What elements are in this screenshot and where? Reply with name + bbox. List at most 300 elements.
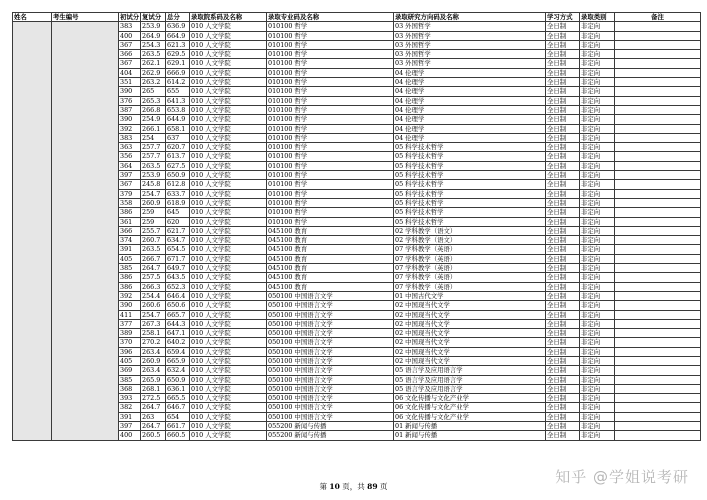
initial-score-cell: 366 (119, 50, 141, 59)
major-cell: 050100 中国语言文学 (267, 329, 394, 338)
major-cell: 010100 哲学 (267, 189, 394, 198)
study-mode-cell: 全日制 (546, 310, 580, 319)
remarks-cell (615, 356, 701, 365)
header-admission-type: 录取类别 (580, 13, 615, 22)
study-mode-cell: 全日制 (546, 161, 580, 170)
retest-score-cell: 266.3 (141, 282, 166, 291)
admission-type-cell: 非定向 (580, 319, 615, 328)
retest-score-cell: 259 (141, 217, 166, 226)
research-direction-cell: 02 中国现当代文学 (394, 329, 546, 338)
admission-type-cell: 非定向 (580, 347, 615, 356)
department-cell: 010 人文学院 (190, 245, 267, 254)
total-score-cell: 644.3 (166, 319, 190, 328)
major-cell: 010100 哲学 (267, 59, 394, 68)
study-mode-cell: 全日制 (546, 366, 580, 375)
research-direction-cell: 05 科学技术哲学 (394, 217, 546, 226)
major-cell: 050100 中国语言文学 (267, 412, 394, 421)
admission-type-cell: 非定向 (580, 78, 615, 87)
study-mode-cell: 全日制 (546, 264, 580, 273)
study-mode-cell: 全日制 (546, 329, 580, 338)
remarks-cell (615, 273, 701, 282)
retest-score-cell: 260.9 (141, 356, 166, 365)
total-score-cell: 659.4 (166, 347, 190, 356)
study-mode-cell: 全日制 (546, 78, 580, 87)
retest-score-cell: 260.5 (141, 431, 166, 440)
research-direction-cell: 05 科学技术哲学 (394, 152, 546, 161)
admission-type-cell: 非定向 (580, 68, 615, 77)
department-cell: 010 人文学院 (190, 254, 267, 263)
admission-type-cell: 非定向 (580, 431, 615, 440)
total-score-cell: 637 (166, 133, 190, 142)
research-direction-cell: 06 文化传播与文化产业学 (394, 394, 546, 403)
header-retest-score: 复试分 (141, 13, 166, 22)
initial-score-cell: 405 (119, 254, 141, 263)
research-direction-cell: 04 伦理学 (394, 105, 546, 114)
admission-type-cell: 非定向 (580, 226, 615, 235)
table-body (13, 22, 701, 440)
total-score-cell: 632.4 (166, 366, 190, 375)
retest-score-cell: 266.8 (141, 105, 166, 114)
initial-score-cell: 379 (119, 189, 141, 198)
admission-type-cell: 非定向 (580, 384, 615, 393)
remarks-cell (615, 198, 701, 207)
research-direction-cell: 03 外国哲学 (394, 50, 546, 59)
study-mode-cell: 全日制 (546, 301, 580, 310)
total-score-cell: 636.1 (166, 384, 190, 393)
admission-type-cell: 非定向 (580, 143, 615, 152)
admission-type-cell: 非定向 (580, 152, 615, 161)
footer-mid: 页，共 (342, 482, 365, 491)
department-cell: 010 人文学院 (190, 105, 267, 114)
department-cell: 010 人文学院 (190, 403, 267, 412)
department-cell: 010 人文学院 (190, 431, 267, 440)
retest-score-cell: 254.9 (141, 115, 166, 124)
retest-score-cell: 260.7 (141, 236, 166, 245)
major-cell: 045100 教育 (267, 254, 394, 263)
major-cell: 045100 教育 (267, 282, 394, 291)
admission-type-cell: 非定向 (580, 59, 615, 68)
department-cell: 010 人文学院 (190, 217, 267, 226)
study-mode-cell: 全日制 (546, 105, 580, 114)
remarks-cell (615, 180, 701, 189)
research-direction-cell: 05 科学技术哲学 (394, 208, 546, 217)
remarks-cell (615, 217, 701, 226)
department-cell: 010 人文学院 (190, 394, 267, 403)
total-score-cell: 660.5 (166, 431, 190, 440)
admission-type-cell: 非定向 (580, 273, 615, 282)
research-direction-cell: 03 外国哲学 (394, 59, 546, 68)
admission-type-cell: 非定向 (580, 310, 615, 319)
initial-score-cell: 405 (119, 356, 141, 365)
remarks-cell (615, 291, 701, 300)
research-direction-cell: 07 学科教学（英语） (394, 264, 546, 273)
admission-type-cell: 非定向 (580, 236, 615, 245)
remarks-cell (615, 366, 701, 375)
remarks-cell (615, 254, 701, 263)
total-score-cell: 655 (166, 87, 190, 96)
study-mode-cell: 全日制 (546, 254, 580, 263)
research-direction-cell: 04 伦理学 (394, 133, 546, 142)
department-cell: 010 人文学院 (190, 59, 267, 68)
total-score-cell: 620.7 (166, 143, 190, 152)
major-cell: 050100 中国语言文学 (267, 394, 394, 403)
initial-score-cell: 383 (119, 22, 141, 31)
total-score-cell: 664.9 (166, 31, 190, 40)
total-score-cell: 640.2 (166, 338, 190, 347)
total-score-cell: 613.7 (166, 152, 190, 161)
remarks-cell (615, 68, 701, 77)
research-direction-cell: 04 伦理学 (394, 78, 546, 87)
remarks-cell (615, 22, 701, 31)
major-cell: 050100 中国语言文学 (267, 384, 394, 393)
retest-score-cell: 254.4 (141, 291, 166, 300)
department-cell: 010 人文学院 (190, 356, 267, 365)
remarks-cell (615, 161, 701, 170)
admission-type-cell: 非定向 (580, 105, 615, 114)
research-direction-cell: 01 中国古代文学 (394, 291, 546, 300)
initial-score-cell: 363 (119, 143, 141, 152)
total-score-cell: 627.5 (166, 161, 190, 170)
admission-type-cell: 非定向 (580, 254, 615, 263)
retest-score-cell: 263.5 (141, 245, 166, 254)
retest-score-cell: 254.7 (141, 310, 166, 319)
department-cell: 010 人文学院 (190, 171, 267, 180)
total-score-cell: 653.8 (166, 105, 190, 114)
admission-type-cell: 非定向 (580, 22, 615, 31)
remarks-cell (615, 329, 701, 338)
remarks-cell (615, 347, 701, 356)
retest-score-cell: 262.9 (141, 68, 166, 77)
admission-type-cell: 非定向 (580, 31, 615, 40)
header-major: 录取专业码及名称 (267, 13, 394, 22)
major-cell: 010100 哲学 (267, 31, 394, 40)
admission-type-cell: 非定向 (580, 161, 615, 170)
remarks-cell (615, 78, 701, 87)
study-mode-cell: 全日制 (546, 50, 580, 59)
initial-score-cell: 369 (119, 366, 141, 375)
department-cell: 010 人文学院 (190, 301, 267, 310)
total-score-cell: 649.7 (166, 264, 190, 273)
research-direction-cell: 04 伦理学 (394, 87, 546, 96)
study-mode-cell: 全日制 (546, 180, 580, 189)
table-row (13, 22, 701, 31)
major-cell: 010100 哲学 (267, 105, 394, 114)
initial-score-cell: 383 (119, 133, 141, 142)
research-direction-cell: 02 中国现当代文学 (394, 301, 546, 310)
initial-score-cell: 404 (119, 68, 141, 77)
initial-score-cell: 392 (119, 291, 141, 300)
admission-type-cell: 非定向 (580, 301, 615, 310)
study-mode-cell: 全日制 (546, 347, 580, 356)
research-direction-cell: 02 学科教学（语文） (394, 236, 546, 245)
total-score-cell: 636.9 (166, 22, 190, 31)
header-total-score: 总分 (166, 13, 190, 22)
retest-score-cell: 265.3 (141, 96, 166, 105)
remarks-cell (615, 40, 701, 49)
total-score-cell: 641.3 (166, 96, 190, 105)
major-cell: 010100 哲学 (267, 22, 394, 31)
major-cell: 050100 中国语言文学 (267, 301, 394, 310)
department-cell: 010 人文学院 (190, 412, 267, 421)
admission-type-cell: 非定向 (580, 329, 615, 338)
department-cell: 010 人文学院 (190, 22, 267, 31)
research-direction-cell: 06 文化传播与文化产业学 (394, 412, 546, 421)
research-direction-cell: 05 科学技术哲学 (394, 161, 546, 170)
major-cell: 050100 中国语言文学 (267, 366, 394, 375)
research-direction-cell: 05 科学技术哲学 (394, 180, 546, 189)
research-direction-cell: 03 外国哲学 (394, 22, 546, 31)
major-cell: 050100 中国语言文学 (267, 403, 394, 412)
study-mode-cell: 全日制 (546, 143, 580, 152)
admission-type-cell: 非定向 (580, 403, 615, 412)
initial-score-cell: 366 (119, 226, 141, 235)
research-direction-cell: 03 外国哲学 (394, 40, 546, 49)
research-direction-cell: 02 中国现当代文学 (394, 319, 546, 328)
total-score-cell: 614.2 (166, 78, 190, 87)
major-cell: 010100 哲学 (267, 180, 394, 189)
major-cell: 010100 哲学 (267, 124, 394, 133)
study-mode-cell: 全日制 (546, 59, 580, 68)
remarks-cell (615, 124, 701, 133)
admission-type-cell: 非定向 (580, 96, 615, 105)
admission-type-cell: 非定向 (580, 291, 615, 300)
study-mode-cell: 全日制 (546, 208, 580, 217)
admission-type-cell: 非定向 (580, 422, 615, 431)
department-cell: 010 人文学院 (190, 347, 267, 356)
department-cell: 010 人文学院 (190, 226, 267, 235)
total-score-cell: 643.5 (166, 273, 190, 282)
retest-score-cell: 263.2 (141, 78, 166, 87)
study-mode-cell: 全日制 (546, 40, 580, 49)
study-mode-cell: 全日制 (546, 133, 580, 142)
department-cell: 010 人文学院 (190, 78, 267, 87)
footer-total-pages: 89 (367, 482, 378, 491)
retest-score-cell: 257.5 (141, 273, 166, 282)
total-score-cell: 629.5 (166, 50, 190, 59)
initial-score-cell: 397 (119, 171, 141, 180)
retest-score-cell: 263.4 (141, 366, 166, 375)
study-mode-cell: 全日制 (546, 189, 580, 198)
study-mode-cell: 全日制 (546, 198, 580, 207)
research-direction-cell: 05 语言学及应用语言学 (394, 384, 546, 393)
study-mode-cell: 全日制 (546, 22, 580, 31)
department-cell: 010 人文学院 (190, 40, 267, 49)
research-direction-cell: 03 外国哲学 (394, 31, 546, 40)
study-mode-cell: 全日制 (546, 245, 580, 254)
footer-suffix: 页 (379, 482, 388, 491)
admission-type-cell: 非定向 (580, 264, 615, 273)
study-mode-cell: 全日制 (546, 356, 580, 365)
total-score-cell: 671.7 (166, 254, 190, 263)
remarks-cell (615, 143, 701, 152)
research-direction-cell: 04 伦理学 (394, 115, 546, 124)
initial-score-cell: 392 (119, 124, 141, 133)
initial-score-cell: 385 (119, 375, 141, 384)
remarks-cell (615, 31, 701, 40)
study-mode-cell: 全日制 (546, 384, 580, 393)
remarks-cell (615, 282, 701, 291)
retest-score-cell: 254 (141, 133, 166, 142)
remarks-cell (615, 422, 701, 431)
candidate-id-cell (52, 22, 119, 440)
retest-score-cell: 254.3 (141, 40, 166, 49)
retest-score-cell: 253.9 (141, 22, 166, 31)
retest-score-cell: 264.7 (141, 422, 166, 431)
retest-score-cell: 255.7 (141, 226, 166, 235)
initial-score-cell: 390 (119, 301, 141, 310)
initial-score-cell: 397 (119, 422, 141, 431)
initial-score-cell: 387 (119, 105, 141, 114)
initial-score-cell: 411 (119, 310, 141, 319)
total-score-cell: 658.1 (166, 124, 190, 133)
department-cell: 010 人文学院 (190, 291, 267, 300)
major-cell: 050100 中国语言文学 (267, 338, 394, 347)
study-mode-cell: 全日制 (546, 171, 580, 180)
major-cell: 010100 哲学 (267, 87, 394, 96)
remarks-cell (615, 87, 701, 96)
total-score-cell: 650.9 (166, 375, 190, 384)
department-cell: 010 人文学院 (190, 124, 267, 133)
major-cell: 010100 哲学 (267, 50, 394, 59)
department-cell: 010 人文学院 (190, 96, 267, 105)
department-cell: 010 人文学院 (190, 236, 267, 245)
major-cell: 055200 新闻与传播 (267, 422, 394, 431)
research-direction-cell: 02 中国现当代文学 (394, 347, 546, 356)
total-score-cell: 665.7 (166, 310, 190, 319)
department-cell: 010 人文学院 (190, 310, 267, 319)
admission-type-cell: 非定向 (580, 394, 615, 403)
major-cell: 010100 哲学 (267, 152, 394, 161)
department-cell: 010 人文学院 (190, 319, 267, 328)
research-direction-cell: 04 伦理学 (394, 68, 546, 77)
major-cell: 050100 中国语言文学 (267, 291, 394, 300)
retest-score-cell: 264.7 (141, 264, 166, 273)
header-remarks: 备注 (615, 13, 701, 22)
major-cell: 010100 哲学 (267, 143, 394, 152)
major-cell: 010100 哲学 (267, 208, 394, 217)
initial-score-cell: 393 (119, 394, 141, 403)
remarks-cell (615, 301, 701, 310)
total-score-cell: 646.7 (166, 403, 190, 412)
department-cell: 010 人文学院 (190, 375, 267, 384)
major-cell: 010100 哲学 (267, 115, 394, 124)
department-cell: 010 人文学院 (190, 68, 267, 77)
remarks-cell (615, 394, 701, 403)
department-cell: 010 人文学院 (190, 422, 267, 431)
admission-type-cell: 非定向 (580, 40, 615, 49)
total-score-cell: 620 (166, 217, 190, 226)
research-direction-cell: 01 新闻与传播 (394, 422, 546, 431)
total-score-cell: 618.9 (166, 198, 190, 207)
remarks-cell (615, 403, 701, 412)
initial-score-cell: 400 (119, 31, 141, 40)
initial-score-cell: 385 (119, 264, 141, 273)
department-cell: 010 人文学院 (190, 115, 267, 124)
remarks-cell (615, 319, 701, 328)
major-cell: 045100 教育 (267, 264, 394, 273)
admission-type-cell: 非定向 (580, 124, 615, 133)
study-mode-cell: 全日制 (546, 422, 580, 431)
total-score-cell: 665.9 (166, 356, 190, 365)
department-cell: 010 人文学院 (190, 180, 267, 189)
retest-score-cell: 263 (141, 412, 166, 421)
total-score-cell: 647.1 (166, 329, 190, 338)
major-cell: 045100 教育 (267, 226, 394, 235)
research-direction-cell: 05 科学技术哲学 (394, 198, 546, 207)
research-direction-cell: 04 伦理学 (394, 124, 546, 133)
research-direction-cell: 04 伦理学 (394, 96, 546, 105)
study-mode-cell: 全日制 (546, 115, 580, 124)
initial-score-cell: 367 (119, 40, 141, 49)
study-mode-cell: 全日制 (546, 412, 580, 421)
admission-type-cell: 非定向 (580, 366, 615, 375)
research-direction-cell: 05 语言学及应用语言学 (394, 366, 546, 375)
major-cell: 010100 哲学 (267, 133, 394, 142)
remarks-cell (615, 431, 701, 440)
retest-score-cell: 263.5 (141, 50, 166, 59)
study-mode-cell: 全日制 (546, 68, 580, 77)
retest-score-cell: 270.2 (141, 338, 166, 347)
retest-score-cell: 260.9 (141, 198, 166, 207)
remarks-cell (615, 50, 701, 59)
total-score-cell: 654 (166, 412, 190, 421)
retest-score-cell: 258.1 (141, 329, 166, 338)
retest-score-cell: 267.3 (141, 319, 166, 328)
major-cell: 010100 哲学 (267, 171, 394, 180)
research-direction-cell: 05 语言学及应用语言学 (394, 375, 546, 384)
initial-score-cell: 368 (119, 384, 141, 393)
retest-score-cell: 264.9 (141, 31, 166, 40)
study-mode-cell: 全日制 (546, 31, 580, 40)
total-score-cell: 652.3 (166, 282, 190, 291)
remarks-cell (615, 208, 701, 217)
initial-score-cell: 364 (119, 161, 141, 170)
retest-score-cell: 268.1 (141, 384, 166, 393)
admission-table (12, 12, 701, 441)
major-cell: 010100 哲学 (267, 198, 394, 207)
retest-score-cell: 262.1 (141, 59, 166, 68)
total-score-cell: 665.5 (166, 394, 190, 403)
initial-score-cell: 356 (119, 152, 141, 161)
admission-type-cell: 非定向 (580, 115, 615, 124)
remarks-cell (615, 59, 701, 68)
admission-type-cell: 非定向 (580, 412, 615, 421)
initial-score-cell: 391 (119, 245, 141, 254)
remarks-cell (615, 115, 701, 124)
total-score-cell: 644.9 (166, 115, 190, 124)
major-cell: 045100 教育 (267, 236, 394, 245)
study-mode-cell: 全日制 (546, 152, 580, 161)
table-header-row (13, 13, 701, 22)
initial-score-cell: 391 (119, 412, 141, 421)
admission-type-cell: 非定向 (580, 338, 615, 347)
retest-score-cell: 257.7 (141, 152, 166, 161)
header-research-direction: 录取研究方向码及名称 (394, 13, 546, 22)
major-cell: 010100 哲学 (267, 161, 394, 170)
department-cell: 010 人文学院 (190, 329, 267, 338)
name-cell (13, 22, 52, 440)
research-direction-cell: 07 学科教学（英语） (394, 273, 546, 282)
retest-score-cell: 272.5 (141, 394, 166, 403)
initial-score-cell: 389 (119, 329, 141, 338)
research-direction-cell: 07 学科教学（英语） (394, 245, 546, 254)
admission-type-cell: 非定向 (580, 208, 615, 217)
admission-type-cell: 非定向 (580, 189, 615, 198)
admission-type-cell: 非定向 (580, 180, 615, 189)
admission-type-cell: 非定向 (580, 171, 615, 180)
research-direction-cell: 06 文化传播与文化产业学 (394, 403, 546, 412)
research-direction-cell: 05 科学技术哲学 (394, 143, 546, 152)
